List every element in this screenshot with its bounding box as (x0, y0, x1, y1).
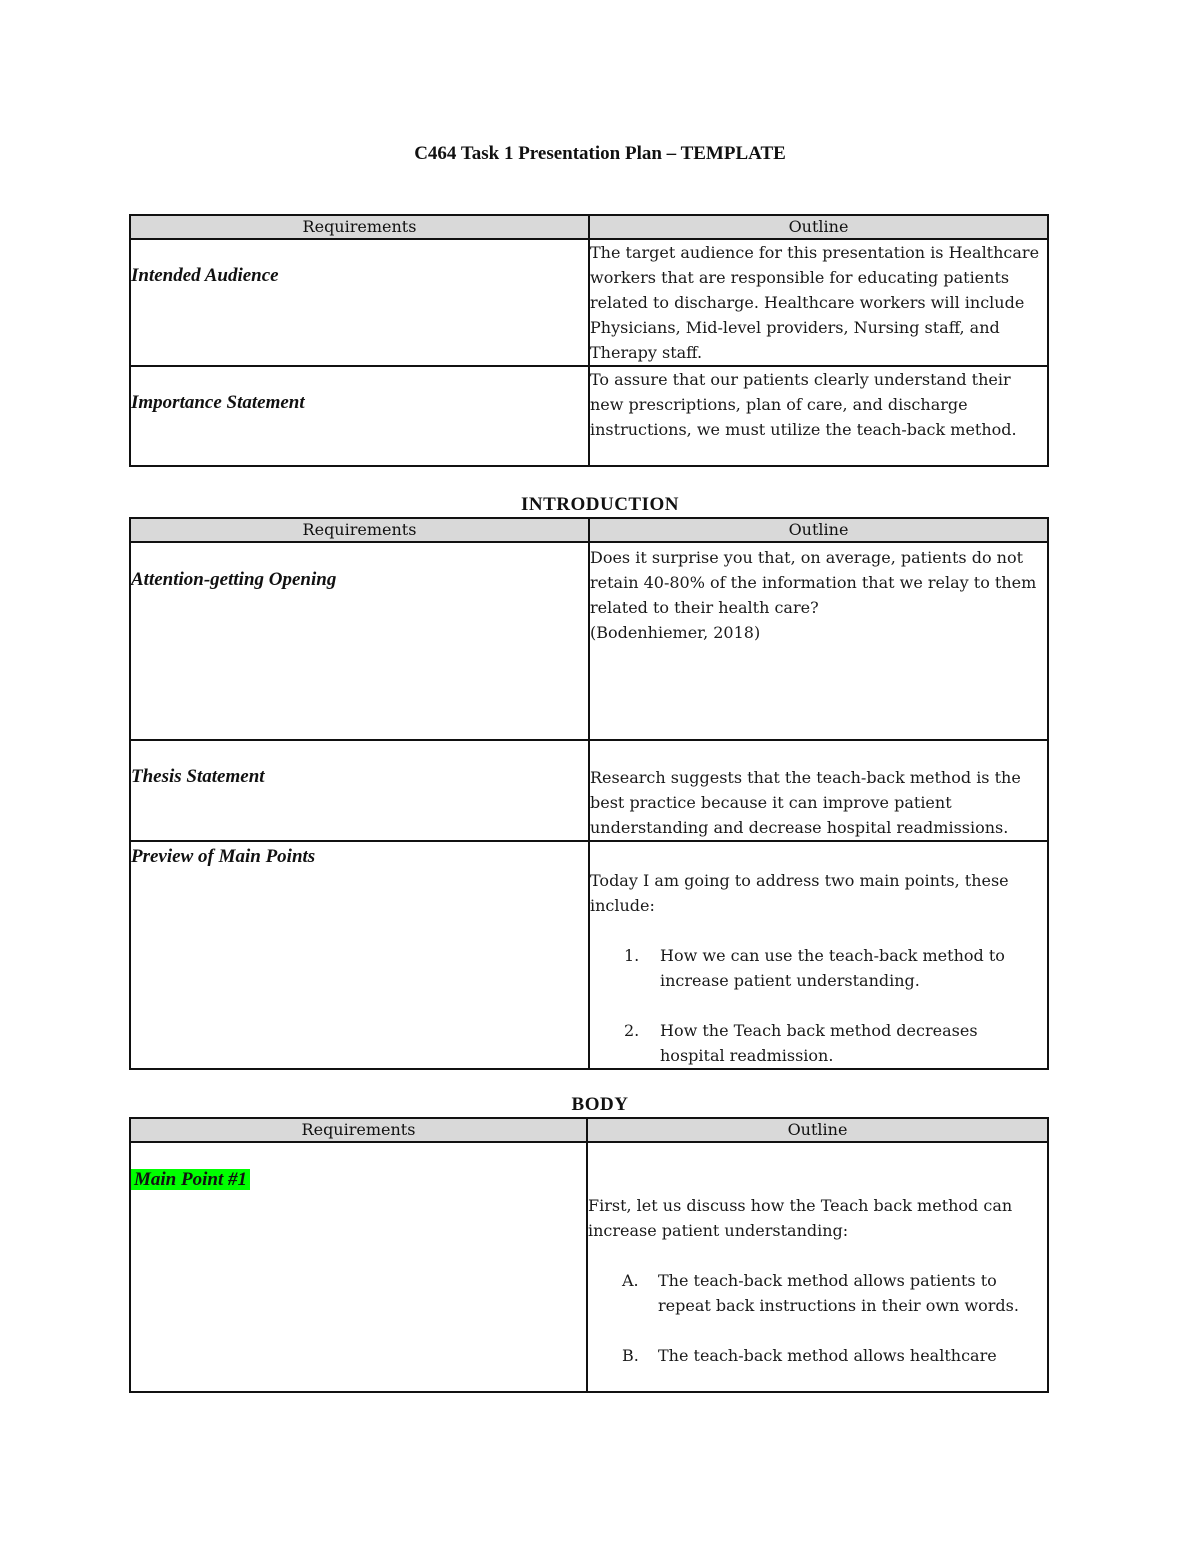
outline-cell (589, 366, 1048, 466)
list-item (588, 1268, 1047, 1318)
requirement-cell (130, 542, 589, 740)
list-marker: A. (622, 1271, 639, 1290)
attention-opening-label: Attention-getting Opening (131, 569, 337, 590)
list-marker: 1. (624, 946, 640, 965)
table-row (130, 542, 1048, 740)
requirement-cell (130, 841, 589, 1069)
preview-intro-text: Today I am going to address two main points, these include: (590, 871, 1009, 915)
list-item-text: The teach-back method allows healthcare (658, 1346, 997, 1365)
outline-cell (589, 542, 1048, 740)
outline-header: Outline (587, 1118, 1048, 1142)
requirement-cell (130, 239, 589, 366)
list-marker: 2. (624, 1021, 640, 1040)
list-item (590, 1018, 1047, 1068)
requirement-cell (130, 740, 589, 841)
outline-cell (587, 1142, 1048, 1392)
requirements-header: Requirements (130, 1118, 587, 1142)
list-item (588, 1343, 1047, 1368)
table-row (130, 239, 1048, 366)
list-item-text: How the Teach back method decreases hospital readmission. (660, 1021, 978, 1065)
thesis-statement-text: Research suggests that the teach-back method is the best practice because it can improve patient understanding and decrease hospital readmissions. (590, 768, 1021, 837)
list-item-text: How we can use the teach-back method to increase patient understanding. (660, 946, 1005, 990)
list-item (590, 943, 1047, 993)
table-row (130, 1142, 1048, 1392)
attention-opening-text: Does it surprise you that, on average, patients do not retain 40-80% of the information that we relay to them related to their health care? (590, 548, 1037, 617)
importance-statement-text: To assure that our patients clearly understand their new prescriptions, plan of care, and discharge instructions, we must utilize the teach-back method. (590, 370, 1017, 439)
outline-cell (589, 841, 1048, 1069)
table-row (130, 366, 1048, 466)
page-title: C464 Task 1 Presentation Plan – TEMPLATE (414, 143, 786, 164)
intended-audience-text: The target audience for this presentation is Healthcare workers that are responsible for educating patients related to discharge. Healthcare workers will include Physicians, Mid-level providers, Nursing staff, and Therapy staff. (590, 243, 1040, 362)
introduction-table (129, 517, 1049, 1070)
main-point-1-intro: First, let us discuss how the Teach back method can increase patient understanding: (588, 1196, 1013, 1240)
main-point-1-label: Main Point #1 (131, 1169, 250, 1190)
overview-table (129, 214, 1049, 467)
importance-statement-label: Importance Statement (131, 392, 305, 413)
list-marker: B. (622, 1346, 639, 1365)
outline-cell (589, 740, 1048, 841)
body-table (129, 1117, 1049, 1393)
requirements-header: Requirements (130, 215, 589, 239)
outline-header: Outline (589, 518, 1048, 542)
preview-points-list (590, 943, 1047, 1068)
list-item-text: The teach-back method allows patients to repeat back instructions in their own words. (658, 1271, 1019, 1315)
main-point-1-list (588, 1268, 1047, 1368)
body-heading: BODY (571, 1094, 629, 1115)
introduction-heading: INTRODUCTION (520, 494, 680, 515)
table-row (130, 841, 1048, 1069)
citation-text: (Bodenhiemer, 2018) (590, 623, 761, 642)
outline-cell (589, 239, 1048, 366)
requirement-cell (130, 366, 589, 466)
intended-audience-label: Intended Audience (131, 265, 279, 286)
table-row (130, 740, 1048, 841)
requirement-cell (130, 1142, 587, 1392)
preview-main-points-label: Preview of Main Points (131, 846, 316, 867)
outline-header: Outline (589, 215, 1048, 239)
requirements-header: Requirements (130, 518, 589, 542)
thesis-statement-label: Thesis Statement (131, 766, 265, 787)
